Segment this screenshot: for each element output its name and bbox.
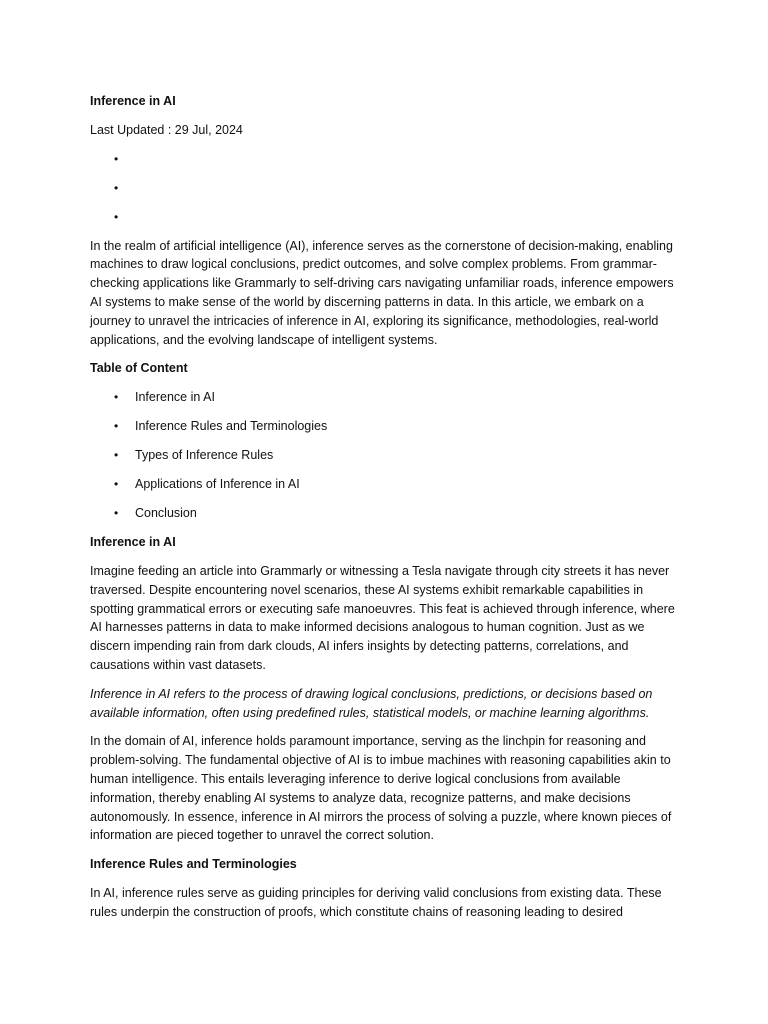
section1-paragraph-2: In the domain of AI, inference holds paramount importance, serving as the linchpin for reasoning and problem-solving. The fundamental objective of AI is to imbue machines with reasoning capabilities akin to human intelligence. This entails leveraging inference to derive logical conclusions from available information, thereby enabling AI systems to analyze data, recognize patterns, and make decisions autonomously. In essence, inference in AI mirrors the process of solving a puzzle, where known pieces of information are pieced together to unravel the correct solution. — [90, 734, 672, 843]
section2-paragraph: In AI, inference rules serve as guiding principles for deriving valid conclusions from existing data. These rules underpin the construction of proofs, which constitute chains of reasoning leading to desired — [90, 885, 662, 919]
toc-item-label[interactable]: Applications of Inference in AI — [135, 477, 300, 492]
bullet-icon: • — [114, 506, 119, 521]
list-item — [90, 150, 682, 169]
toc-item-label[interactable]: Conclusion — [135, 506, 197, 521]
toc-item[interactable] — [90, 504, 682, 523]
definition-paragraph: Inference in AI refers to the process of drawing logical conclusions, predictions, or decisions based on available information, often using predefined rules, statistical models, or machine learning algorithms. — [90, 686, 653, 720]
toc-item-label[interactable]: Inference Rules and Terminologies — [135, 419, 328, 434]
toc-title: Table of Content — [90, 361, 188, 376]
article-title: Inference in AI — [90, 94, 176, 108]
empty-bullet-list — [90, 150, 682, 227]
section-heading: Inference in AI — [90, 535, 176, 550]
article-body — [90, 92, 682, 932]
section-heading: Inference Rules and Terminologies — [90, 857, 297, 872]
toc-item-label[interactable]: Types of Inference Rules — [135, 448, 274, 463]
table-of-content — [90, 388, 682, 523]
bullet-icon: • — [114, 180, 119, 195]
toc-item[interactable] — [90, 417, 682, 436]
intro-paragraph: In the realm of artificial intelligence (AI), inference serves as the cornerstone of decision-making, enabling machines to draw logical conclusions, predict outcomes, and solve complex problems. From grammar-checking applications like Grammarly to self-driving cars navigating unfamiliar roads, inference empowers AI systems to make sense of the world by discerning patterns in data. In this article, we embark on a journey to unravel the intricacies of inference in AI, exploring its significance, methodologies, real-world applications, and the evolving landscape of intelligent systems. — [90, 238, 674, 347]
bullet-icon: • — [114, 151, 119, 166]
section1-paragraph: Imagine feeding an article into Grammarly or witnessing a Tesla navigate through city streets it has never traversed. Despite encountering novel scenarios, these AI systems exhibit remarkable capabilities in spotting grammatical errors or executing safe manoeuvres. This feat is achieved through inference, where AI harnesses patterns in data to make informed decisions analogous to human cognition. Just as we discern impending rain from dark clouds, AI infers insights by detecting patterns, correlations, and causations within vast datasets. — [90, 563, 675, 672]
toc-item[interactable] — [90, 446, 682, 465]
last-updated: Last Updated : 29 Jul, 2024 — [90, 122, 243, 137]
bullet-icon: • — [114, 390, 119, 405]
list-item — [90, 179, 682, 198]
bullet-icon: • — [114, 477, 119, 492]
bullet-icon: • — [114, 419, 119, 434]
bullet-icon: • — [114, 448, 119, 463]
toc-item[interactable] — [90, 388, 682, 407]
toc-item[interactable] — [90, 475, 682, 494]
bullet-icon: • — [114, 209, 119, 224]
list-item — [90, 208, 682, 227]
toc-item-label[interactable]: Inference in AI — [135, 390, 215, 405]
